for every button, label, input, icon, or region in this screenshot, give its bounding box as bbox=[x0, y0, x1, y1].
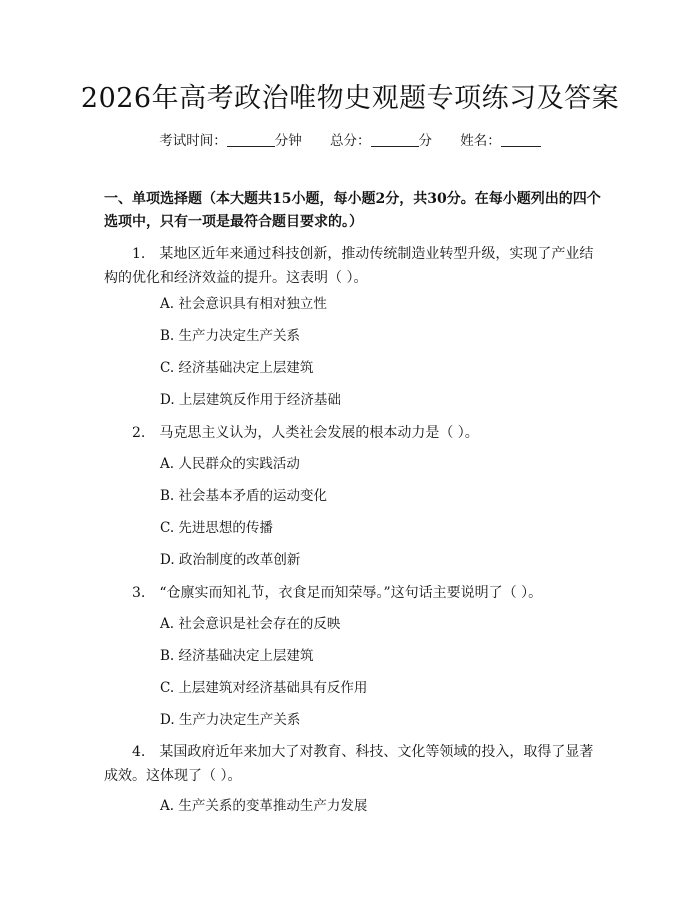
option[interactable]: C. 先进思想的传播 bbox=[160, 520, 273, 536]
name-label: 姓名： bbox=[460, 133, 501, 149]
name-blank[interactable] bbox=[501, 132, 541, 147]
question-stem: 3. “仓廪实而知礼节，衣食足而知荣辱。”这句话主要说明了（ ）。 bbox=[132, 585, 543, 601]
score-blank[interactable] bbox=[371, 132, 419, 147]
score-label: 总分： bbox=[330, 133, 371, 149]
question-stem: 1. 某地区近年来通过科技创新，推动传统制造业转型升级，实现了产业结构的优化和经济效益的提升。这表明（ ）。 bbox=[104, 246, 594, 286]
option[interactable]: D. 政治制度的改革创新 bbox=[160, 552, 301, 568]
option[interactable]: A. 社会意识具有相对独立性 bbox=[160, 296, 327, 312]
exam-meta bbox=[0, 131, 700, 151]
question-stem: 4. 某国政府近年来加大了对教育、科技、文化等领域的投入，取得了显著成效。这体现了（ ）。 bbox=[104, 744, 594, 784]
option[interactable]: A. 生产关系的变革推动生产力发展 bbox=[160, 798, 368, 814]
total-score bbox=[330, 133, 432, 149]
option[interactable]: C. 经济基础决定上层建筑 bbox=[160, 360, 314, 376]
question-stem: 2. 马克思主义认为，人类社会发展的根本动力是（ ）。 bbox=[132, 425, 479, 441]
time-blank[interactable] bbox=[227, 132, 275, 147]
section-heading: 一、单项选择题（本大题共15小题，每小题2分，共30分。在每小题列出的四个选项中，只有一项是最符合题目要求的。） bbox=[104, 191, 601, 230]
score-unit: 分 bbox=[418, 133, 432, 149]
student-name bbox=[460, 133, 541, 149]
time-label: 考试时间： bbox=[159, 133, 227, 149]
option[interactable]: B. 社会基本矛盾的运动变化 bbox=[160, 488, 328, 504]
page-title: 2026年高考政治唯物史观题专项练习及答案 bbox=[80, 83, 620, 114]
exam-time bbox=[159, 133, 302, 149]
option[interactable]: B. 生产力决定生产关系 bbox=[160, 328, 301, 344]
option[interactable]: A. 社会意识是社会存在的反映 bbox=[160, 616, 341, 632]
option[interactable]: B. 经济基础决定上层建筑 bbox=[160, 648, 314, 664]
option[interactable]: D. 生产力决定生产关系 bbox=[160, 712, 301, 728]
option[interactable]: D. 上层建筑反作用于经济基础 bbox=[160, 392, 341, 408]
option[interactable]: C. 上层建筑对经济基础具有反作用 bbox=[160, 680, 368, 696]
time-unit: 分钟 bbox=[274, 133, 302, 149]
option[interactable]: A. 人民群众的实践活动 bbox=[160, 456, 300, 472]
